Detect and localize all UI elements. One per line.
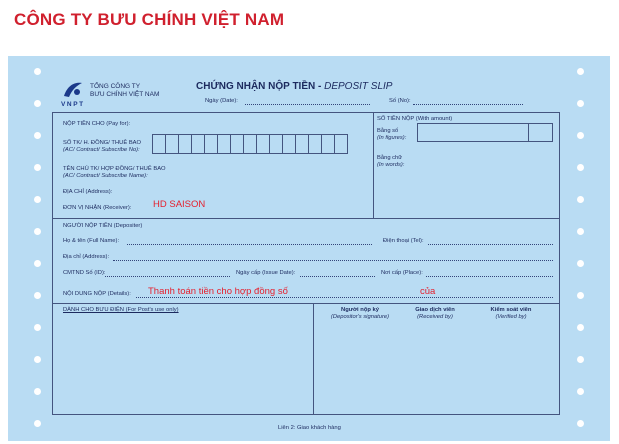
- feed-hole: [577, 420, 584, 427]
- feed-hole: [34, 100, 41, 107]
- amount-figures-divider: [528, 123, 529, 142]
- signature-verifier-label: Kiểm soát viên: [490, 307, 532, 313]
- full-name-label: Họ & tên (Full Name):: [63, 238, 120, 244]
- feed-hole: [577, 68, 584, 75]
- no-label: Số (No):: [389, 98, 411, 104]
- details-label: NỘI DUNG NỘP (Details):: [63, 291, 131, 297]
- pay-for-label: NỘP TIỀN CHO (Pay for):: [63, 121, 131, 127]
- feed-hole: [577, 324, 584, 331]
- signature-verifier-sub: (Verified by): [495, 314, 527, 320]
- depositor-title: NGƯỜI NỘP TIỀN (Depositer): [63, 223, 143, 229]
- issue-date-field[interactable]: [300, 276, 375, 277]
- figures-label: Bằng số: [377, 128, 399, 134]
- contract-name-sub: (AC/ Contract/ Subscribe Name):: [63, 173, 148, 179]
- feed-hole: [34, 132, 41, 139]
- signature-teller-label: Giao dịch viên: [415, 307, 455, 313]
- feed-hole: [34, 228, 41, 235]
- depositor-address-field[interactable]: [113, 260, 553, 261]
- slip-title: [196, 81, 392, 92]
- figures-sub: (In figures):: [377, 135, 407, 141]
- words-label: Bằng chữ: [377, 155, 403, 161]
- company-line-2: BƯU CHÍNH VIỆT NAM: [90, 91, 160, 98]
- title-en: DEPOSIT SLIP: [324, 81, 393, 92]
- tel-label: Điện thoại (Tel):: [383, 238, 424, 244]
- signature-depositor-label: Người nộp ký: [341, 307, 379, 313]
- feed-hole: [577, 100, 584, 107]
- feed-hole: [577, 292, 584, 299]
- vnpt-logo-icon: [62, 80, 84, 100]
- contract-no-label: SỐ TK/ H. ĐỒNG/ THUÊ BAO: [63, 140, 142, 146]
- feed-hole: [34, 356, 41, 363]
- feed-hole: [34, 292, 41, 299]
- date-label: Ngày (Date):: [205, 98, 238, 104]
- amount-divider: [373, 112, 374, 219]
- place-label: Nơi cấp (Place):: [381, 270, 423, 276]
- section-divider: [52, 218, 560, 219]
- feed-hole: [34, 260, 41, 267]
- receiver-label: ĐƠN VỊ NHẬN (Receiver):: [63, 205, 132, 211]
- feed-hole: [577, 388, 584, 395]
- feed-hole: [577, 132, 584, 139]
- receiver-value: HD SAISON: [153, 199, 206, 210]
- place-field[interactable]: [426, 276, 553, 277]
- form-frame: [52, 112, 560, 415]
- feed-hole: [34, 164, 41, 171]
- details-value: Thanh toán tiền cho hợp đồng số: [148, 286, 288, 297]
- company-name: [90, 83, 159, 99]
- id-label: CMTND Số (ID):: [63, 270, 106, 276]
- contract-no-cells[interactable]: [153, 134, 348, 154]
- feed-hole: [34, 196, 41, 203]
- feed-hole: [577, 196, 584, 203]
- feed-hole: [577, 356, 584, 363]
- amount-figures-field[interactable]: [417, 123, 553, 142]
- address-label: ĐỊA CHỈ (Address):: [63, 189, 113, 195]
- title-vi: CHỨNG NHẬN NỘP TIỀN -: [196, 81, 325, 92]
- signature-teller-sub: (Received by): [417, 314, 453, 320]
- logo-abbr: VNPT: [61, 101, 85, 108]
- feed-hole: [34, 388, 41, 395]
- feed-hole: [577, 260, 584, 267]
- section-divider: [52, 303, 560, 304]
- tel-field[interactable]: [428, 244, 553, 245]
- words-sub: (In words):: [377, 162, 405, 168]
- details-field[interactable]: [136, 297, 553, 298]
- no-field[interactable]: [413, 104, 523, 105]
- depositor-address-label: Địa chỉ (Address):: [63, 254, 110, 260]
- company-line-1: TỔNG CÔNG TY: [90, 83, 141, 90]
- contract-name-label: TÊN CHỦ TK/ HỢP ĐỒNG/ THUÊ BAO: [63, 166, 166, 172]
- contract-no-sub: (AC/ Contract/ Subscribe No):: [63, 147, 140, 153]
- feed-hole: [34, 324, 41, 331]
- full-name-field[interactable]: [127, 244, 372, 245]
- feed-hole: [577, 228, 584, 235]
- signature-depositor-sub: (Depositor's signature): [330, 314, 390, 320]
- feed-hole: [34, 68, 41, 75]
- feed-hole: [34, 420, 41, 427]
- post-use-label: DÀNH CHO BƯU ĐIỆN (For Post's use only): [63, 307, 179, 313]
- date-field[interactable]: [245, 104, 370, 105]
- signature-divider: [313, 303, 314, 415]
- feed-hole: [577, 164, 584, 171]
- details-value-2: của: [420, 286, 436, 297]
- issue-date-label: Ngày cấp (Issue Date):: [236, 270, 296, 276]
- page-heading: CÔNG TY BƯU CHÍNH VIỆT NAM: [14, 10, 285, 29]
- copy-footer: Liên 2: Giao khách hàng: [278, 425, 341, 431]
- id-field[interactable]: [105, 276, 230, 277]
- amount-title: SỐ TIỀN NỘP (With amount): [377, 116, 453, 122]
